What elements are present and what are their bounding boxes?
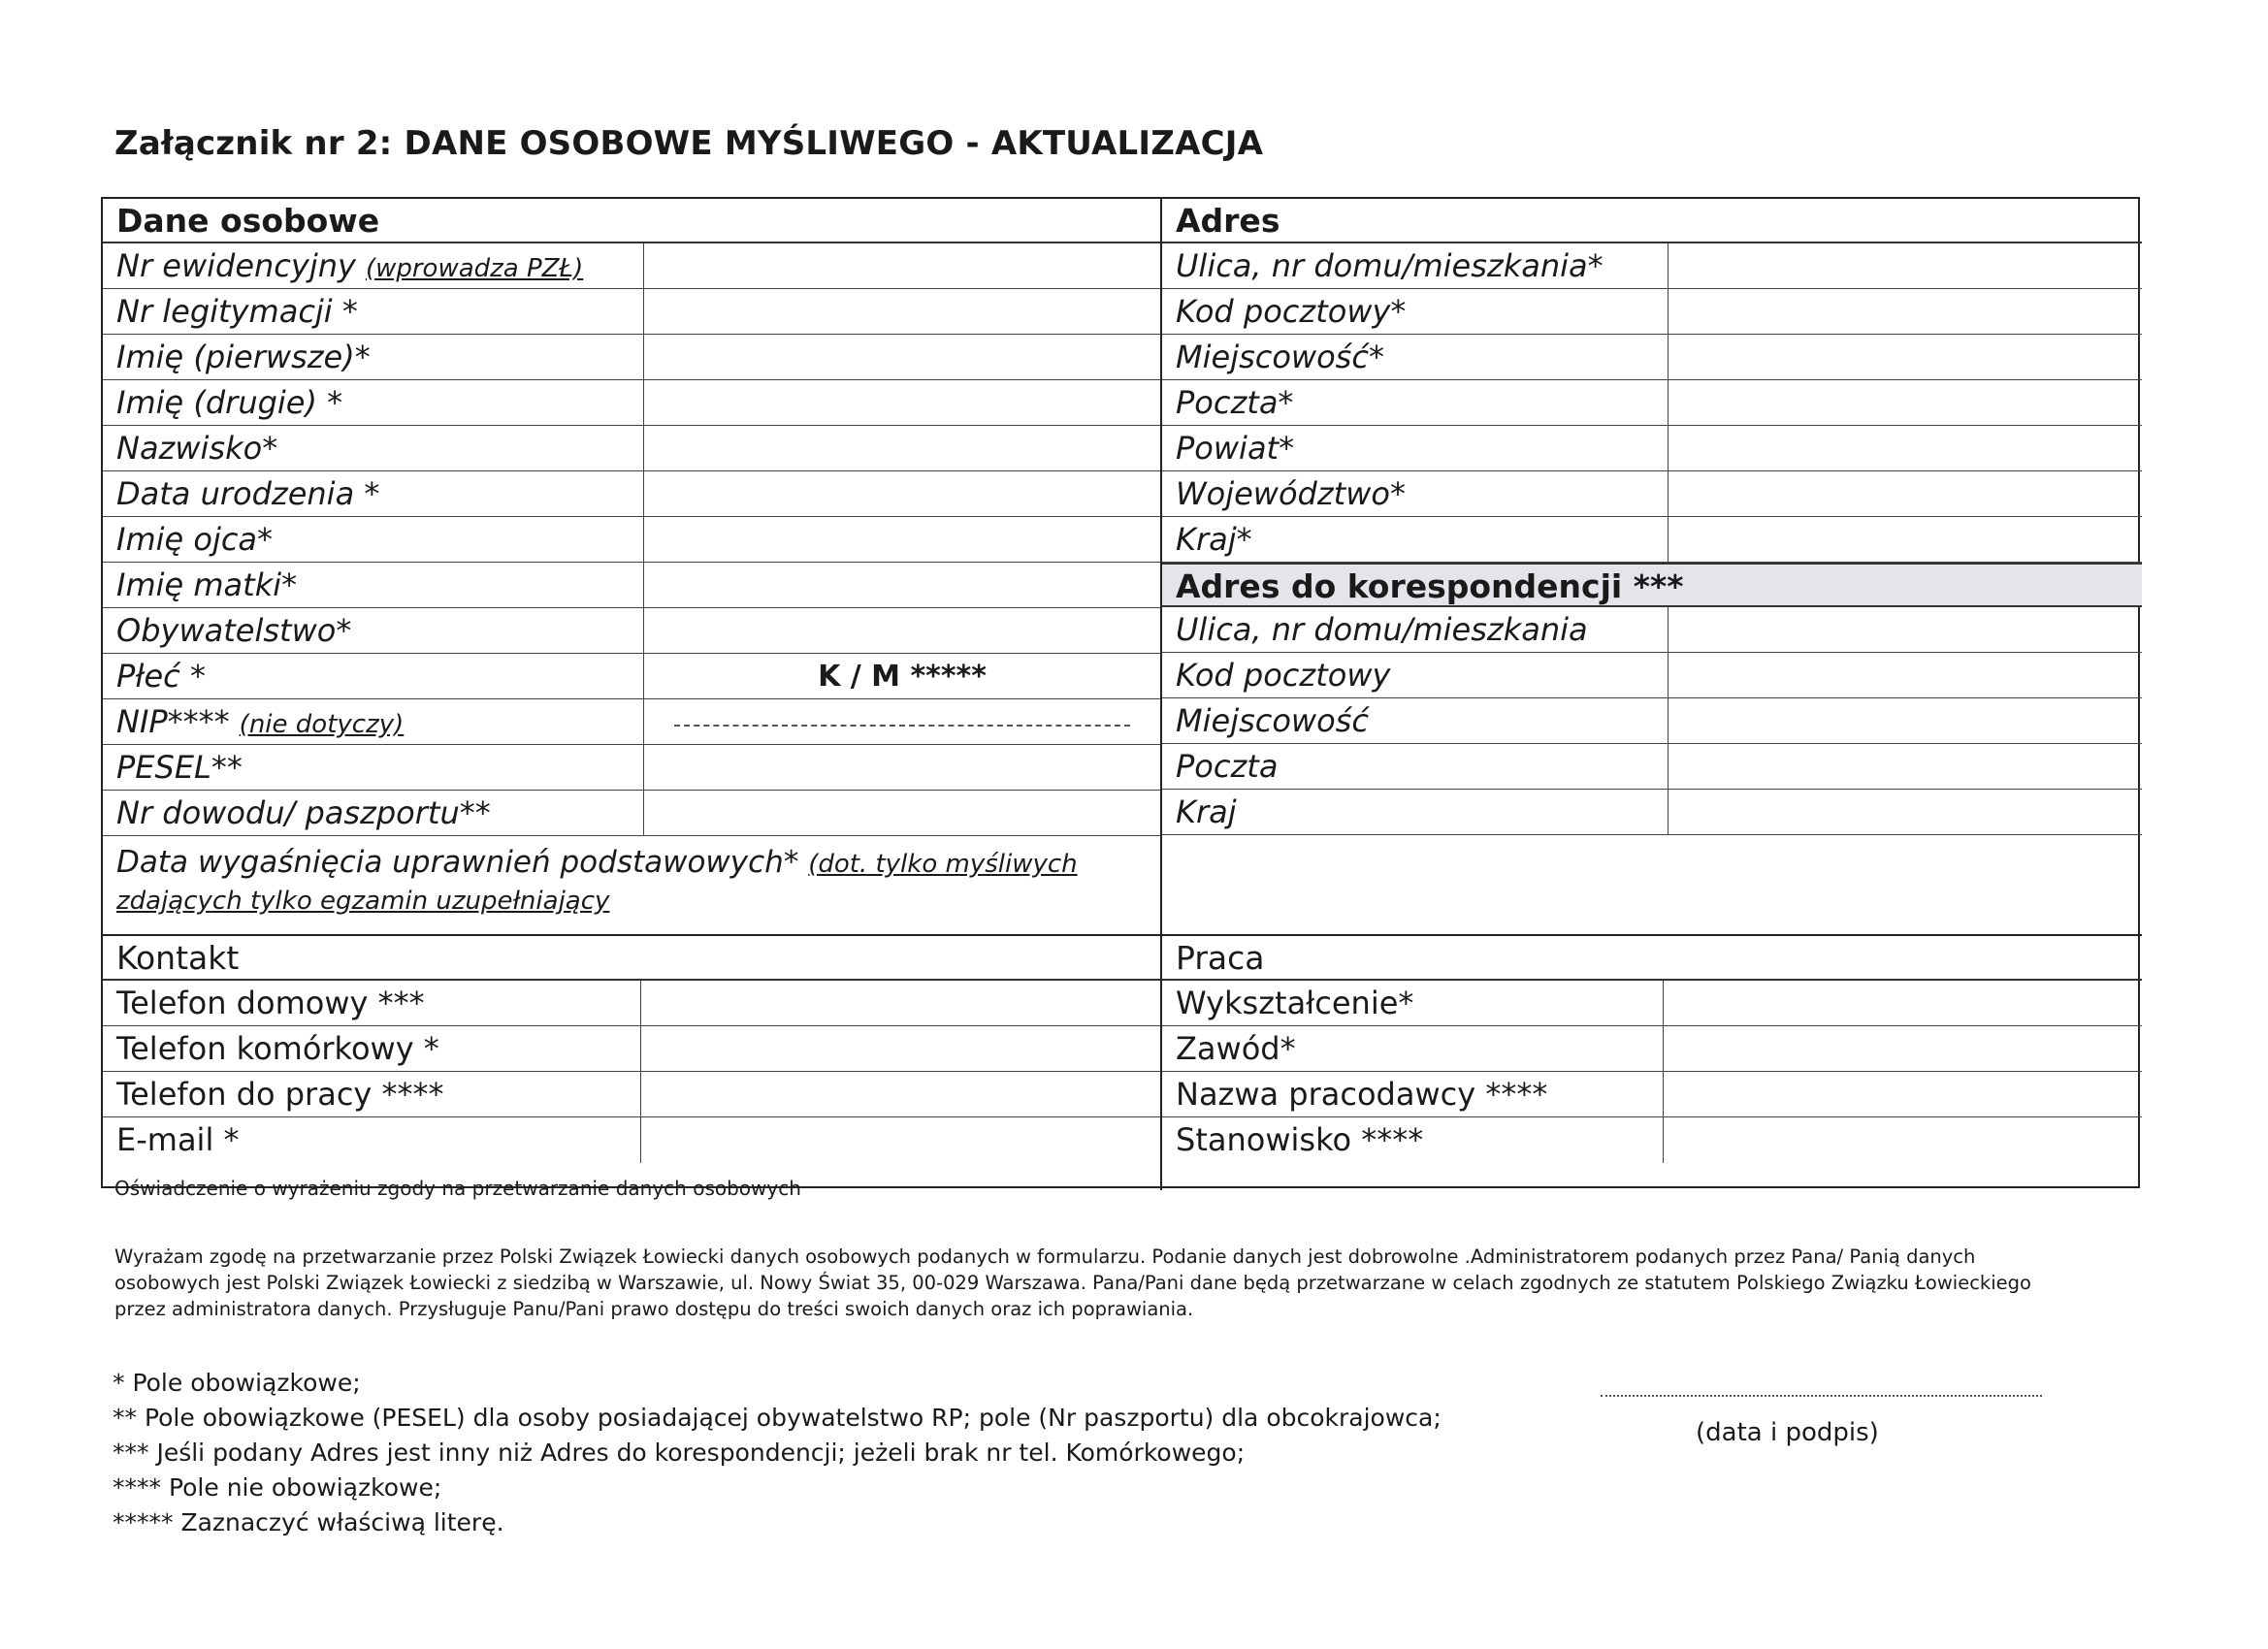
mother-name-input[interactable] — [644, 563, 1160, 607]
field-label: Nr legitymacji * — [103, 289, 644, 334]
work-phone-input[interactable] — [641, 1072, 1160, 1116]
form-row-email — [103, 1117, 1160, 1163]
form-row-record-number — [103, 243, 1160, 289]
home-phone-input[interactable] — [641, 981, 1160, 1025]
form-row-profession — [1162, 1026, 2142, 1072]
field-label: Telefon do pracy **** — [103, 1072, 641, 1116]
form-row-county — [1162, 426, 2142, 471]
field-label: Kraj* — [1162, 517, 1669, 562]
form-row-corr-city — [1162, 698, 2142, 744]
form-row-second-name — [103, 380, 1160, 426]
form-row-id-document — [103, 791, 1160, 836]
field-label: Kod pocztowy* — [1162, 289, 1669, 334]
mobile-phone-input[interactable] — [641, 1026, 1160, 1071]
field-label — [103, 699, 644, 744]
form-row-home-phone — [103, 981, 1160, 1026]
address-section — [1162, 199, 2142, 936]
footnote: **** Pole nie obowiązkowe; — [113, 1473, 442, 1502]
expiry-note-cont: zdających tylko egzamin uzupełniający — [116, 887, 610, 916]
corr-postal-code-input[interactable] — [1669, 653, 2142, 697]
birth-date-input[interactable] — [644, 471, 1160, 516]
corr-street-input[interactable] — [1669, 607, 2142, 652]
employer-input[interactable] — [1664, 1072, 2142, 1116]
personal-data-section — [103, 199, 1162, 936]
form-row-corr-country — [1162, 790, 2142, 835]
field-label: Powiat* — [1162, 426, 1669, 470]
field-label: Stanowisko **** — [1162, 1117, 1664, 1163]
form-row-surname — [103, 426, 1160, 471]
field-note: (wprowadza PZŁ) — [365, 254, 584, 283]
form-row-expiry-date[interactable] — [103, 836, 1160, 927]
form-row-mobile-phone — [103, 1026, 1160, 1072]
field-label: PESEL** — [103, 745, 644, 790]
consent-title: Oświadczenie o wyrażeniu zgody na przetwarzanie danych osobowych — [114, 1177, 801, 1200]
footnote: *** Jeśli podany Adres jest inny niż Adres do korespondencji; jeżeli brak nr tel. Komórkowego; — [113, 1439, 1246, 1467]
consent-text: Wyrażam zgodę na przetwarzanie przez Polski Związek Łowiecki danych osobowych podanych w formularzu. Podanie danych jest dobrowolne .Administratorem podanych przez Pana/ Panią danych osobowych jest Polski Związek Łowiecki z siedzibą w Warszawie, ul. Nowy Świat 35, 00-029 Warszawa. Pana/Pani dane będą przetwarzane w celach zgodnych ze statutem Polskiego Związku Łowieckiego przez administratora danych. Przysługuje Panu/Pani prawo dostępu do treści swoich danych oraz ich poprawiania. — [114, 1245, 2031, 1320]
postal-code-input[interactable] — [1669, 289, 2142, 334]
post-office-input[interactable] — [1669, 380, 2142, 425]
street-input[interactable] — [1669, 243, 2142, 288]
expiry-label: Data wygaśnięcia uprawnień podstawowych* — [116, 845, 799, 880]
form-row-mother-name — [103, 563, 1160, 608]
form-row-country — [1162, 517, 2142, 563]
field-label: Nr dowodu/ paszportu** — [103, 791, 644, 835]
footnotes — [113, 1366, 1442, 1540]
country-input[interactable] — [1669, 517, 2142, 562]
form-row-nip — [103, 699, 1160, 745]
field-note: (nie dotyczy) — [239, 710, 405, 739]
second-name-input[interactable] — [644, 380, 1160, 425]
field-label: Data urodzenia * — [103, 471, 644, 516]
pesel-input[interactable] — [644, 745, 1160, 790]
form-row-city — [1162, 335, 2142, 380]
field-label: Miejscowość* — [1162, 335, 1669, 379]
field-label: Poczta — [1162, 744, 1669, 789]
form-row-license-number — [103, 289, 1160, 335]
first-name-input[interactable] — [644, 335, 1160, 379]
field-label: Zawód* — [1162, 1026, 1664, 1071]
id-document-input[interactable] — [644, 791, 1160, 835]
citizenship-input[interactable] — [644, 608, 1160, 653]
label-text: NIP**** — [116, 703, 230, 740]
page-title — [114, 124, 1263, 163]
field-label: Kod pocztowy — [1162, 653, 1669, 697]
field-label: Telefon domowy *** — [103, 981, 641, 1025]
city-input[interactable] — [1669, 335, 2142, 379]
correspondence-header: Adres do korespondencji *** — [1162, 563, 2142, 607]
signature-label: (data i podpis) — [1696, 1418, 1879, 1447]
profession-input[interactable] — [1664, 1026, 2142, 1071]
email-input[interactable] — [641, 1117, 1160, 1163]
expiry-note: (dot. tylko myśliwych — [808, 850, 1078, 879]
form-row-citizenship — [103, 608, 1160, 654]
field-label: Imię ojca* — [103, 517, 644, 562]
corr-country-input[interactable] — [1669, 790, 2142, 834]
sex-choice[interactable]: K / M ***** — [818, 660, 987, 694]
field-label: Imię matki* — [103, 563, 644, 607]
address-header: Adres — [1162, 199, 2142, 243]
form-row-postal-code — [1162, 289, 2142, 335]
footnote: ***** Zaznaczyć właściwą literę. — [113, 1508, 504, 1536]
form-row-work-phone — [103, 1072, 1160, 1117]
corr-post-office-input[interactable] — [1669, 744, 2142, 789]
county-input[interactable] — [1669, 426, 2142, 470]
father-name-input[interactable] — [644, 517, 1160, 562]
form-row-employer — [1162, 1072, 2142, 1117]
field-label: Poczta* — [1162, 380, 1669, 425]
form-row-voivodeship — [1162, 471, 2142, 517]
form-row-first-name — [103, 335, 1160, 380]
field-label: Ulica, nr domu/mieszkania* — [1162, 243, 1669, 288]
license-number-input[interactable] — [644, 289, 1160, 334]
form-row-birth-date — [103, 471, 1160, 517]
title-prefix: Załącznik nr 2: — [114, 124, 405, 163]
label-text: Nr ewidencyjny — [116, 247, 356, 284]
field-label: Imię (drugie) * — [103, 380, 644, 425]
field-label: Kraj — [1162, 790, 1669, 834]
work-section — [1162, 936, 2142, 1190]
contact-header: Kontakt — [103, 936, 1160, 981]
nip-field — [644, 699, 1160, 744]
field-label: Imię (pierwsze)* — [103, 335, 644, 379]
footnote: ** Pole obowiązkowe (PESEL) dla osoby posiadającej obywatelstwo RP; pole (Nr paszportu) dla obcokrajowca; — [113, 1404, 1442, 1432]
form-table — [101, 197, 2140, 1188]
surname-input[interactable] — [644, 426, 1160, 470]
personal-data-header: Dane osobowe — [103, 199, 1160, 243]
form-row-position — [1162, 1117, 2142, 1163]
field-label: Telefon komórkowy * — [103, 1026, 641, 1071]
field-label: Województwo* — [1162, 471, 1669, 516]
not-applicable-dash-line — [674, 725, 1130, 727]
field-label: Nazwa pracodawcy **** — [1162, 1072, 1664, 1116]
field-label: Obywatelstwo* — [103, 608, 644, 653]
corr-city-input[interactable] — [1669, 698, 2142, 743]
form-row-corr-postal-code — [1162, 653, 2142, 698]
voivodeship-input[interactable] — [1669, 471, 2142, 516]
record-number-input[interactable] — [644, 243, 1160, 288]
form-row-street — [1162, 243, 2142, 289]
form-row-corr-post-office — [1162, 744, 2142, 790]
field-label: Płeć * — [103, 654, 644, 698]
field-label: Ulica, nr domu/mieszkania — [1162, 607, 1669, 652]
field-label: E-mail * — [103, 1117, 641, 1163]
form-row-pesel — [103, 745, 1160, 791]
footnote: * Pole obowiązkowe; — [113, 1369, 361, 1397]
form-row-corr-street — [1162, 607, 2142, 653]
form-row-post-office — [1162, 380, 2142, 426]
form-row-education — [1162, 981, 2142, 1026]
field-label: Nazwisko* — [103, 426, 644, 470]
signature-line[interactable] — [1601, 1395, 2042, 1397]
work-header: Praca — [1162, 936, 2142, 981]
title-main: DANE OSOBOWE MYŚLIWEGO - AKTUALIZACJA — [404, 124, 1264, 163]
education-input[interactable] — [1664, 981, 2142, 1025]
contact-section — [103, 936, 1162, 1190]
field-label: Wykształcenie* — [1162, 981, 1664, 1025]
form-row-father-name — [103, 517, 1160, 563]
field-label — [103, 243, 644, 288]
form-row-sex — [103, 654, 1160, 699]
field-label: Miejscowość — [1162, 698, 1669, 743]
position-input[interactable] — [1664, 1117, 2142, 1163]
